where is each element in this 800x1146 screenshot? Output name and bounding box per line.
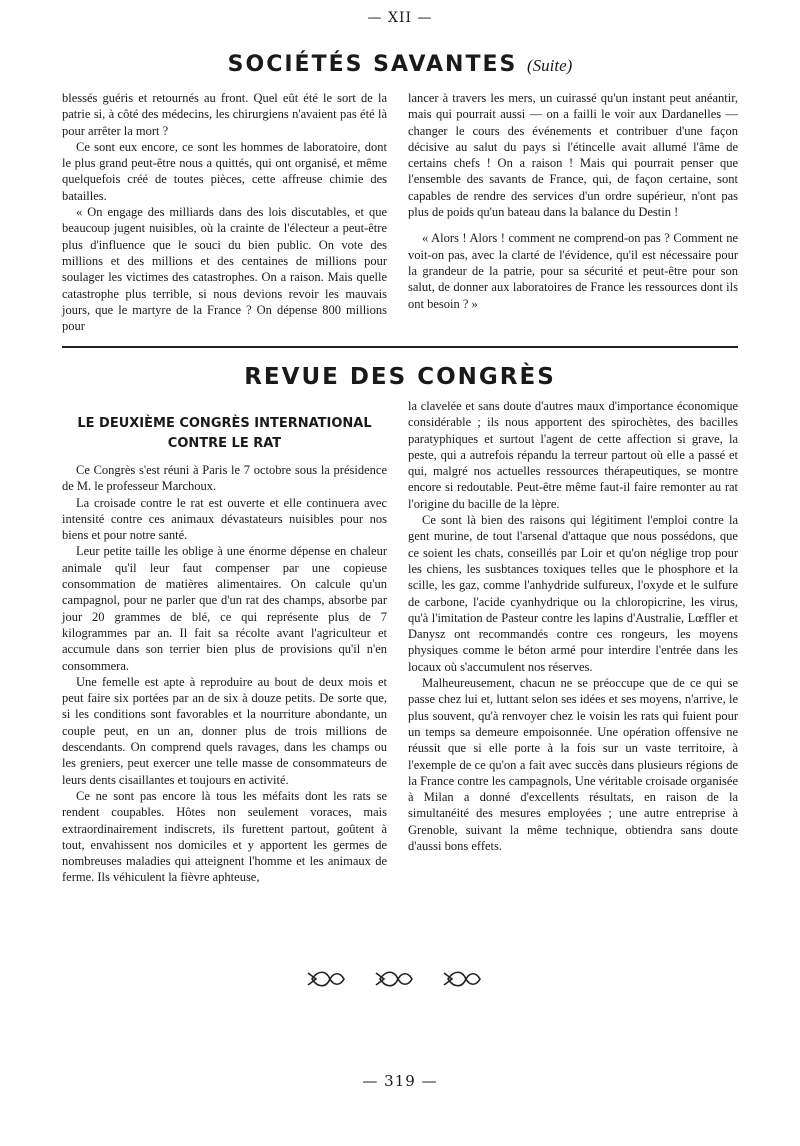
- top-article-right-column: [408, 90, 738, 312]
- section-title-suffix: (Suite): [527, 56, 573, 75]
- paragraph: Leur petite taille les oblige à une énorme dépense en chaleur animale qu'il leur faut compenser par une copieuse consommation de matières alimentaires. On calcule qu'un campagnol, pour ne parler que d'un rat des champs, absorbe par jour 20 grammes de blé, ce qui représente plus de 7 kilogrammes par an. Il fait sa récolte avant l'agriculteur et accumule dans son terrier bien plus de provisions qu'il n'en consommera.: [62, 544, 387, 673]
- paragraph: blessés guéris et retournés au front. Quel eût été le sort de la patrie si, à côté des médecins, les chirurgiens n'avaient pas été là pour arrêter la mort ?: [62, 91, 387, 138]
- paragraph: Une femelle est apte à reproduire au bout de deux mois et peut faire six portées par an de six à douze petits. De sorte que, si les conditions sont favorables et la nourriture abondante, un couple peut, en un an, donner plus de trois millions de descendants. On comprend quels ravages, dans les champs ou les greniers, peut exercer une telle masse de consommateurs de leurs dents cisaillantes et toujours en activité.: [62, 674, 387, 787]
- ornament-motif: [444, 972, 480, 986]
- paragraph: La croisade contre le rat est ouverte et elle continuera avec intensité contre ces animaux dévastateurs nuisibles pour nos biens et pour notre santé.: [62, 495, 387, 543]
- article-title-line: LE DEUXIÈME CONGRÈS INTERNATIONAL: [77, 416, 372, 431]
- page-header-folio: — XII —: [367, 10, 433, 26]
- article-title-line: CONTRE LE RAT: [167, 436, 282, 451]
- section-divider: [62, 346, 738, 348]
- revue-left-column: [62, 462, 387, 886]
- paragraph: Ce sont là bien des raisons qui légitiment l'emploi contre la gent murine, de tout l'arsenal d'attaque que nous possédons, que ce soient les chats, conseillés par Loir et qu'on néglige trop pour les chiens, les susbtances toxiques telles que le phosphore et la scille, les gaz, comme l'anhydride sulfureux, l'oxyde et le sulfure de carbone, l'acide cyanhydrique ou la chloropicrine, les virus, qu'à l'imitation de Pasteur contre les lapins d'Australie, Lœffler et Danysz ont recommandés contre ces rongeurs, les moyens physiques comme le béton armé pour interdire l'entrée dans les locaux où s'accumulent nos réserves.: [408, 513, 738, 674]
- top-article-left-column: [62, 90, 387, 334]
- decorative-ornament: [300, 966, 500, 992]
- paragraph: Ce sont eux encore, ce sont les hommes de laboratoire, dont le plus grand peut-être nous a quittés, qui ont organisé, et même quelquefois créé de toutes pièces, cette affreuse chimie des batailles.: [62, 139, 387, 203]
- paragraph: Ce ne sont pas encore là tous les méfaits dont les rats se rendent coupables. Hôtes non seulement voraces, mais extraordinairement indiscrets, ils furettent partout, goûtent à tout, envahissent nos domiciles et y apportent les germes de nombreuses maladies qui atteignent l'homme et les animaux de ferme. Ils véhiculent la fièvre aphteuse,: [62, 788, 387, 885]
- paragraph: « On engage des milliards dans des lois discutables, et que beaucoup jugent nuisibles, où la crainte de l'électeur a peut-être plus d'influence que le souci du bien public. On vote des millions et des millions et des centaines de millions pour soulager les victimes des catastrophes. On a raison. Mais quelle catastrophe plus terrible, si nous devions revoir les mauvais jours, que le martyre de la France ? On dépense 800 millions pour: [62, 205, 387, 334]
- paragraph: lancer à travers les mers, un cuirassé qu'un instant peut anéantir, mais qui pourrait aussi — on a failli le voir aux Dardanelles — changer le cours des événements et contribuer d'une façon décisive au salut du pays si l'étincelle avait allumé l'âme de certains chefs ! On a raison ! Mais qui pourrait penser que l'ensemble des savants de France, qui, de façon certaine, sont capables de rendre des services d'un ordre supérieur, n'ont pas plus de poids qu'un bateau dans la balance du Destin !: [408, 91, 738, 220]
- section-title: [0, 52, 800, 77]
- section-title-text: SOCIÉTÉS SAVANTES: [227, 52, 518, 77]
- paragraph: Ce Congrès s'est réuni à Paris le 7 octobre sous la présidence de M. le professeur Marchoux.: [62, 463, 387, 494]
- revue-right-column: [408, 398, 738, 854]
- revue-heading: REVUE DES CONGRÈS: [244, 364, 556, 390]
- paragraph: la clavelée et sans doute d'autres maux d'importance économique considérable ; ils nous apportent des spirochètes, des bacilles paratyphiques et surtout l'agent de cette affection si grave, la peste, qui a autrefois répandu la terreur partout où elle a passé et qui, malgré nos actuelles ressources thérapeutiques, se montre encore si redoutable. Peut-être même faut-il faire remonter au rat l'origine du bacille de la lèpre.: [408, 399, 738, 511]
- ornament-motif: [308, 972, 344, 986]
- ornament-motif: [376, 972, 412, 986]
- paragraph: « Alors ! Alors ! comment ne comprend-on pas ? Comment ne voit-on pas, avec la clarté de l'évidence, qu'il est nécessaire pour la grandeur de la patrie, pour sa sécurité et peut-être pour son salut, de donner aux laboratoires de France les ressources dont ils ont besoin ? »: [408, 231, 738, 311]
- page-number: — 319 —: [362, 1072, 438, 1090]
- article-title: [62, 414, 387, 454]
- paragraph: Malheureusement, chacun ne se préoccupe que de ce qui se passe chez lui et, luttant selon ses idées et ses moyens, n'arrive, le plus souvent, qu'à renvoyer chez le voisin les rats qui fuient pour un temps sa demeure empoisonnée. Une opération offensive ne réussit que si elle porte à la fois sur un vaste territoire, à l'exemple de ce qu'on a fait avec succès dans plusieurs régions de la France contre les campagnols, Une véritable croisade organisée à Milan a donné d'excellents résultats, en raison de la simultanéité des mesures employées ; une autre entreprise à Grenoble, suivant la même technique, obtiendra sans doute d'aussi bons effets.: [408, 676, 738, 854]
